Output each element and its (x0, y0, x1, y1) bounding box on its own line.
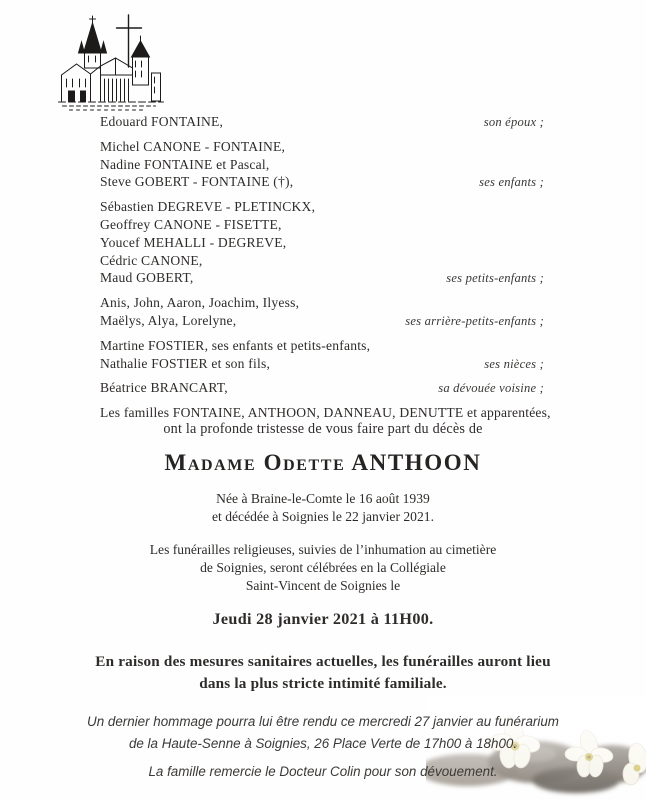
family-row (100, 234, 544, 252)
family-group-neighbor (100, 379, 544, 398)
tribute-line: Un dernier hommage pourra lui être rendu ce mercredi 27 janvier au funérarium (87, 714, 559, 729)
relation-label: ses nièces ; (484, 356, 544, 371)
family-row (100, 173, 544, 192)
family-row (100, 312, 544, 331)
ceremony-details (0, 541, 646, 595)
family-row (100, 216, 544, 234)
family-name: Maëlys, Alya, Lorelyne, (100, 312, 237, 328)
tribute-notice (0, 711, 646, 754)
family-row (100, 294, 544, 312)
family-group-great-grandchildren (100, 294, 544, 331)
covid-notice (0, 651, 646, 694)
covid-line: dans la plus stricte intimité familiale. (199, 674, 447, 692)
relation-label: ses enfants ; (479, 175, 544, 190)
family-row (100, 252, 544, 270)
covid-line: En raison des mesures sanitaires actuelles, les funérailles auront lieu (95, 653, 551, 670)
family-list (100, 113, 551, 428)
announcement-intro: ont la profonde tristesse de vous faire part du décès de (163, 421, 483, 437)
death-line: et décédée à Soignies le 22 janvier 2021. (212, 509, 434, 524)
family-name: Anis, John, Aaron, Joachim, Ilyess, (100, 295, 300, 311)
family-name: Martine FOSTIER, ses enfants et petits-enfants, (100, 337, 371, 353)
relation-label: ses arrière-petits-enfants ; (405, 313, 544, 328)
family-row (100, 156, 544, 174)
ceremony-line: Les funérailles religieuses, suivies de l’inhumation au cimetière (149, 542, 497, 557)
family-name: Edouard FONTAINE, (100, 114, 224, 129)
family-row (100, 355, 544, 374)
family-name: Les familles FONTAINE, ANTHOON, DANNEAU, DENUTTE et apparentées, (100, 405, 551, 421)
family-group-families (100, 404, 551, 422)
family-name: Michel CANONE - FONTAINE, (100, 138, 286, 154)
family-name: Geoffrey CANONE - FISETTE, (100, 216, 282, 232)
family-name: Sébastien DEGREVE - PLETINCKX, (100, 199, 316, 215)
family-name: Nathalie FOSTIER et son fils, (100, 355, 271, 371)
family-row (100, 404, 551, 422)
family-row (100, 337, 544, 355)
church-illustration (52, 13, 174, 115)
announcement-section (0, 421, 646, 779)
family-name: Steve GOBERT - FONTAINE (†), (100, 174, 294, 190)
family-group-spouse (100, 113, 544, 132)
family-name: Cédric CANONE, (100, 252, 203, 268)
deceased-name: Madame Odette ANTHOON (164, 450, 482, 475)
family-name: Maud GOBERT, (100, 270, 194, 286)
family-name: Nadine FONTAINE et Pascal, (100, 156, 270, 172)
family-row (100, 379, 544, 398)
family-row (100, 269, 544, 288)
ceremony-datetime: Jeudi 28 janvier 2021 à 11H00. (212, 610, 434, 628)
relation-label: sa dévouée voisine ; (438, 381, 544, 396)
ceremony-line: de Soignies, seront célébrées en la Collégiale (200, 560, 446, 575)
family-row (100, 113, 544, 132)
family-name: Youcef MEHALLI - DEGREVE, (100, 234, 287, 250)
ceremony-line: Saint-Vincent de Soignies le (245, 578, 401, 593)
family-name: Béatrice BRANCART, (100, 380, 228, 396)
birth-line: Née à Braine-le-Comte le 16 août 1939 (216, 491, 430, 506)
family-group-nieces (100, 337, 544, 374)
family-row (100, 198, 544, 216)
family-row (100, 138, 544, 156)
tribute-line: de la Haute-Senne à Soignies, 26 Place Verte de 17h00 à 18h00. (128, 735, 518, 751)
relation-label: son époux ; (483, 115, 544, 129)
family-group-children (100, 138, 544, 192)
thanks-line: La famille remercie le Docteur Colin pour son dévouement. (148, 764, 498, 779)
family-group-grandchildren (100, 198, 544, 288)
relation-label: ses petits-enfants ; (446, 271, 544, 286)
